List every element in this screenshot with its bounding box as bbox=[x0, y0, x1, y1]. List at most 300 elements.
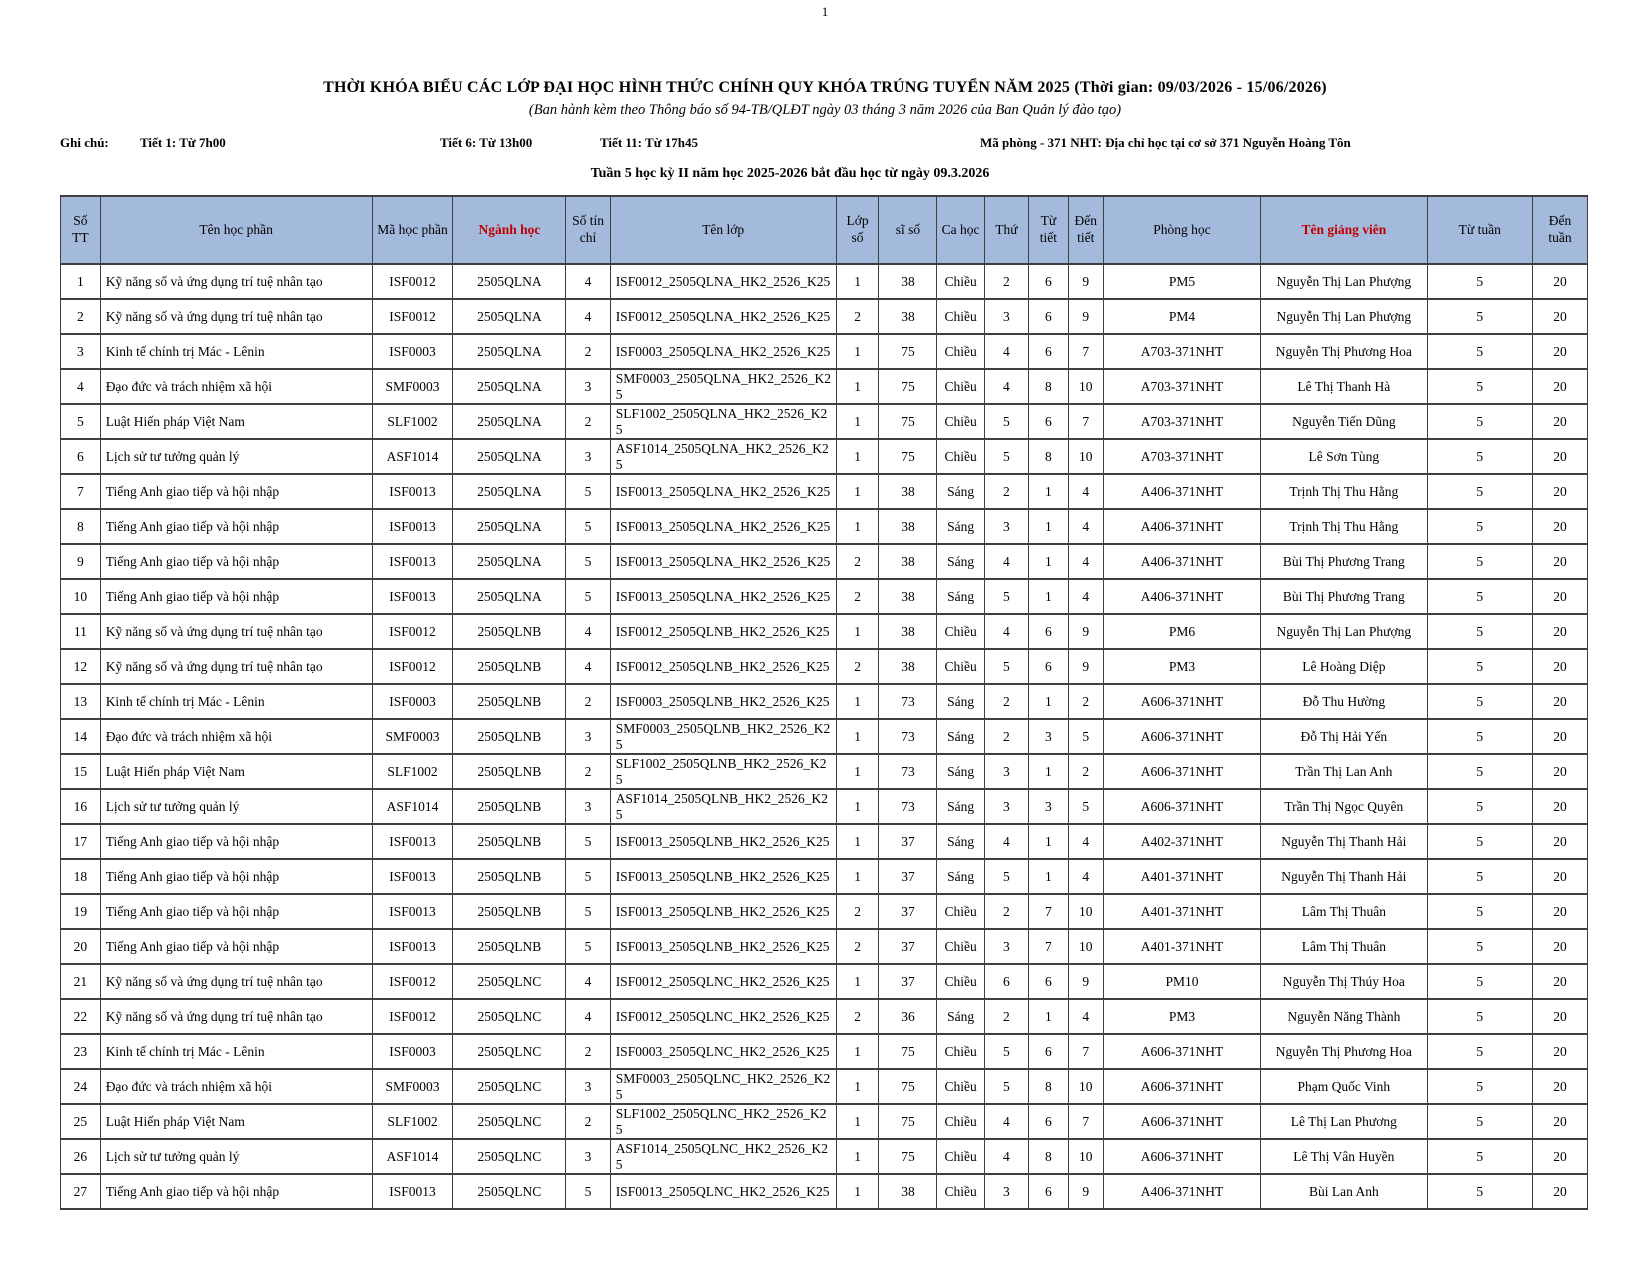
table-row bbox=[61, 929, 1588, 964]
cell-thu: 4 bbox=[984, 369, 1028, 404]
cell-den_tiet: 9 bbox=[1068, 1174, 1103, 1209]
cell-ten_lop: ISF0013_2505QLNB_HK2_2526_K25 bbox=[610, 929, 836, 964]
cell-nganh_hoc: 2505QLNA bbox=[453, 264, 566, 299]
timetable-header-row bbox=[61, 196, 1588, 264]
cell-phong_hoc: A606-371NHT bbox=[1103, 1139, 1260, 1174]
cell-thu: 4 bbox=[984, 1139, 1028, 1174]
cell-ma_hoc_phan: ISF0003 bbox=[372, 1034, 453, 1069]
cell-stt: 13 bbox=[61, 684, 101, 719]
cell-ma_hoc_phan: SMF0003 bbox=[372, 369, 453, 404]
cell-si_so: 75 bbox=[879, 1104, 937, 1139]
table-row bbox=[61, 719, 1588, 754]
cell-si_so: 37 bbox=[879, 929, 937, 964]
cell-den_tuan: 20 bbox=[1532, 999, 1587, 1034]
cell-den_tiet: 7 bbox=[1068, 334, 1103, 369]
table-row bbox=[61, 789, 1588, 824]
cell-den_tiet: 10 bbox=[1068, 439, 1103, 474]
cell-thu: 5 bbox=[984, 579, 1028, 614]
cell-den_tiet: 5 bbox=[1068, 719, 1103, 754]
cell-lop_so: 1 bbox=[836, 614, 879, 649]
cell-so_tin_chi: 4 bbox=[566, 299, 610, 334]
cell-si_so: 37 bbox=[879, 964, 937, 999]
cell-den_tuan: 20 bbox=[1532, 859, 1587, 894]
cell-thu: 3 bbox=[984, 789, 1028, 824]
cell-tu_tuan: 5 bbox=[1427, 439, 1532, 474]
cell-tu_tuan: 5 bbox=[1427, 299, 1532, 334]
table-row bbox=[61, 264, 1588, 299]
table-row bbox=[61, 544, 1588, 579]
table-row bbox=[61, 614, 1588, 649]
cell-thu: 5 bbox=[984, 404, 1028, 439]
cell-phong_hoc: A606-371NHT bbox=[1103, 754, 1260, 789]
cell-den_tuan: 20 bbox=[1532, 1174, 1587, 1209]
cell-ma_hoc_phan: SMF0003 bbox=[372, 1069, 453, 1104]
table-row bbox=[61, 334, 1588, 369]
cell-nganh_hoc: 2505QLNC bbox=[453, 1069, 566, 1104]
cell-ma_hoc_phan: ISF0013 bbox=[372, 579, 453, 614]
cell-ca_hoc: Chiều bbox=[937, 894, 984, 929]
cell-tu_tuan: 5 bbox=[1427, 964, 1532, 999]
cell-den_tuan: 20 bbox=[1532, 299, 1587, 334]
cell-lop_so: 1 bbox=[836, 404, 879, 439]
cell-stt: 15 bbox=[61, 754, 101, 789]
cell-stt: 2 bbox=[61, 299, 101, 334]
cell-phong_hoc: PM3 bbox=[1103, 649, 1260, 684]
cell-ma_hoc_phan: ISF0013 bbox=[372, 859, 453, 894]
cell-ma_hoc_phan: ISF0013 bbox=[372, 509, 453, 544]
cell-den_tiet: 2 bbox=[1068, 684, 1103, 719]
cell-ten_lop: SMF0003_2505QLNC_HK2_2526_K25 bbox=[610, 1069, 836, 1104]
cell-tu_tuan: 5 bbox=[1427, 1034, 1532, 1069]
cell-tu_tuan: 5 bbox=[1427, 754, 1532, 789]
cell-den_tuan: 20 bbox=[1532, 509, 1587, 544]
cell-ca_hoc: Sáng bbox=[937, 474, 984, 509]
cell-nganh_hoc: 2505QLNA bbox=[453, 544, 566, 579]
note-room-code: Mã phòng - 371 NHT: Địa chỉ học tại cơ sở 371 Nguyễn Hoàng Tôn bbox=[980, 135, 1351, 150]
cell-den_tiet: 10 bbox=[1068, 894, 1103, 929]
cell-so_tin_chi: 2 bbox=[566, 1104, 610, 1139]
cell-lop_so: 1 bbox=[836, 334, 879, 369]
cell-so_tin_chi: 2 bbox=[566, 334, 610, 369]
note-tiet11: Tiết 11: Từ 17h45 bbox=[600, 135, 698, 150]
cell-ten_giang_vien: Nguyễn Thị Thanh Hải bbox=[1261, 824, 1427, 859]
cell-ca_hoc: Chiều bbox=[937, 404, 984, 439]
cell-tu_tuan: 5 bbox=[1427, 509, 1532, 544]
cell-so_tin_chi: 5 bbox=[566, 579, 610, 614]
cell-stt: 25 bbox=[61, 1104, 101, 1139]
cell-lop_so: 2 bbox=[836, 649, 879, 684]
cell-tu_tiet: 6 bbox=[1029, 404, 1069, 439]
cell-ten_hoc_phan: Lịch sử tư tưởng quản lý bbox=[100, 789, 372, 824]
cell-si_so: 38 bbox=[879, 649, 937, 684]
cell-nganh_hoc: 2505QLNB bbox=[453, 684, 566, 719]
cell-tu_tiet: 1 bbox=[1029, 579, 1069, 614]
cell-tu_tuan: 5 bbox=[1427, 334, 1532, 369]
cell-si_so: 38 bbox=[879, 544, 937, 579]
cell-thu: 4 bbox=[984, 334, 1028, 369]
cell-si_so: 75 bbox=[879, 369, 937, 404]
cell-ten_giang_vien: Nguyễn Tiến Dũng bbox=[1261, 404, 1427, 439]
cell-ten_giang_vien: Trần Thị Lan Anh bbox=[1261, 754, 1427, 789]
cell-den_tuan: 20 bbox=[1532, 474, 1587, 509]
cell-stt: 18 bbox=[61, 859, 101, 894]
cell-ten_giang_vien: Trịnh Thị Thu Hằng bbox=[1261, 509, 1427, 544]
cell-tu_tuan: 5 bbox=[1427, 999, 1532, 1034]
cell-tu_tiet: 8 bbox=[1029, 1069, 1069, 1104]
cell-nganh_hoc: 2505QLNB bbox=[453, 894, 566, 929]
cell-den_tuan: 20 bbox=[1532, 1104, 1587, 1139]
table-row bbox=[61, 859, 1588, 894]
cell-lop_so: 1 bbox=[836, 264, 879, 299]
cell-ma_hoc_phan: SMF0003 bbox=[372, 719, 453, 754]
cell-lop_so: 1 bbox=[836, 509, 879, 544]
cell-ca_hoc: Sáng bbox=[937, 999, 984, 1034]
cell-ten_giang_vien: Nguyễn Thị Phương Hoa bbox=[1261, 1034, 1427, 1069]
cell-si_so: 36 bbox=[879, 999, 937, 1034]
cell-si_so: 38 bbox=[879, 579, 937, 614]
cell-den_tiet: 10 bbox=[1068, 1069, 1103, 1104]
cell-phong_hoc: PM10 bbox=[1103, 964, 1260, 999]
cell-ma_hoc_phan: SLF1002 bbox=[372, 754, 453, 789]
cell-thu: 2 bbox=[984, 894, 1028, 929]
cell-ma_hoc_phan: ISF0012 bbox=[372, 299, 453, 334]
cell-ten_lop: ASF1014_2505QLNB_HK2_2526_K25 bbox=[610, 789, 836, 824]
cell-den_tiet: 7 bbox=[1068, 1034, 1103, 1069]
cell-den_tiet: 4 bbox=[1068, 544, 1103, 579]
cell-tu_tuan: 5 bbox=[1427, 929, 1532, 964]
header-cell-nganh_hoc: Ngành học bbox=[453, 196, 566, 264]
cell-thu: 4 bbox=[984, 824, 1028, 859]
cell-ten_giang_vien: Lâm Thị Thuân bbox=[1261, 929, 1427, 964]
cell-ten_lop: ISF0013_2505QLNB_HK2_2526_K25 bbox=[610, 824, 836, 859]
cell-ca_hoc: Chiều bbox=[937, 1174, 984, 1209]
cell-ten_lop: ISF0013_2505QLNA_HK2_2526_K25 bbox=[610, 579, 836, 614]
cell-ma_hoc_phan: ISF0012 bbox=[372, 614, 453, 649]
cell-tu_tiet: 1 bbox=[1029, 859, 1069, 894]
cell-ma_hoc_phan: ISF0013 bbox=[372, 929, 453, 964]
cell-si_so: 37 bbox=[879, 824, 937, 859]
cell-den_tuan: 20 bbox=[1532, 264, 1587, 299]
cell-ten_hoc_phan: Kinh tế chính trị Mác - Lênin bbox=[100, 1034, 372, 1069]
cell-ma_hoc_phan: ASF1014 bbox=[372, 439, 453, 474]
cell-ca_hoc: Chiều bbox=[937, 369, 984, 404]
cell-ten_hoc_phan: Kỹ năng số và ứng dụng trí tuệ nhân tạo bbox=[100, 299, 372, 334]
cell-den_tiet: 9 bbox=[1068, 299, 1103, 334]
cell-ca_hoc: Chiều bbox=[937, 1034, 984, 1069]
cell-phong_hoc: A406-371NHT bbox=[1103, 544, 1260, 579]
cell-ten_lop: ISF0013_2505QLNA_HK2_2526_K25 bbox=[610, 474, 836, 509]
table-row bbox=[61, 754, 1588, 789]
table-row bbox=[61, 999, 1588, 1034]
cell-ten_hoc_phan: Tiếng Anh giao tiếp và hội nhập bbox=[100, 859, 372, 894]
cell-phong_hoc: PM4 bbox=[1103, 299, 1260, 334]
cell-si_so: 75 bbox=[879, 404, 937, 439]
cell-ca_hoc: Sáng bbox=[937, 509, 984, 544]
cell-si_so: 75 bbox=[879, 1034, 937, 1069]
cell-so_tin_chi: 2 bbox=[566, 754, 610, 789]
table-row bbox=[61, 439, 1588, 474]
cell-nganh_hoc: 2505QLNC bbox=[453, 1034, 566, 1069]
cell-ten_hoc_phan: Lịch sử tư tưởng quản lý bbox=[100, 1139, 372, 1174]
cell-ma_hoc_phan: ISF0012 bbox=[372, 964, 453, 999]
cell-den_tiet: 4 bbox=[1068, 859, 1103, 894]
timetable bbox=[60, 195, 1588, 1210]
cell-thu: 3 bbox=[984, 929, 1028, 964]
cell-thu: 5 bbox=[984, 439, 1028, 474]
cell-ten_lop: ISF0013_2505QLNC_HK2_2526_K25 bbox=[610, 1174, 836, 1209]
notes-row bbox=[0, 135, 1650, 153]
cell-ten_hoc_phan: Luật Hiến pháp Việt Nam bbox=[100, 404, 372, 439]
cell-si_so: 38 bbox=[879, 509, 937, 544]
table-row bbox=[61, 1104, 1588, 1139]
cell-ma_hoc_phan: ISF0012 bbox=[372, 649, 453, 684]
cell-ten_giang_vien: Lê Thị Lan Phương bbox=[1261, 1104, 1427, 1139]
header-cell-so_tin_chi: Số tín chỉ bbox=[566, 196, 610, 264]
cell-thu: 3 bbox=[984, 1174, 1028, 1209]
cell-so_tin_chi: 4 bbox=[566, 264, 610, 299]
cell-den_tiet: 4 bbox=[1068, 509, 1103, 544]
cell-nganh_hoc: 2505QLNA bbox=[453, 509, 566, 544]
cell-thu: 5 bbox=[984, 1069, 1028, 1104]
cell-ca_hoc: Chiều bbox=[937, 614, 984, 649]
cell-den_tiet: 4 bbox=[1068, 474, 1103, 509]
cell-nganh_hoc: 2505QLNA bbox=[453, 474, 566, 509]
cell-ten_lop: ISF0003_2505QLNC_HK2_2526_K25 bbox=[610, 1034, 836, 1069]
cell-tu_tuan: 5 bbox=[1427, 649, 1532, 684]
timetable-body bbox=[61, 264, 1588, 1209]
cell-tu_tiet: 1 bbox=[1029, 824, 1069, 859]
cell-lop_so: 2 bbox=[836, 929, 879, 964]
cell-ma_hoc_phan: ISF0003 bbox=[372, 334, 453, 369]
cell-nganh_hoc: 2505QLNB bbox=[453, 859, 566, 894]
cell-ca_hoc: Sáng bbox=[937, 684, 984, 719]
cell-ten_lop: SMF0003_2505QLNB_HK2_2526_K25 bbox=[610, 719, 836, 754]
cell-phong_hoc: A402-371NHT bbox=[1103, 824, 1260, 859]
cell-ca_hoc: Chiều bbox=[937, 964, 984, 999]
cell-phong_hoc: A401-371NHT bbox=[1103, 859, 1260, 894]
cell-tu_tiet: 1 bbox=[1029, 509, 1069, 544]
cell-den_tiet: 4 bbox=[1068, 824, 1103, 859]
cell-ca_hoc: Sáng bbox=[937, 859, 984, 894]
cell-tu_tiet: 8 bbox=[1029, 369, 1069, 404]
cell-lop_so: 1 bbox=[836, 369, 879, 404]
cell-si_so: 37 bbox=[879, 894, 937, 929]
cell-ma_hoc_phan: SLF1002 bbox=[372, 1104, 453, 1139]
table-row bbox=[61, 1034, 1588, 1069]
cell-ten_giang_vien: Lê Hoàng Diệp bbox=[1261, 649, 1427, 684]
cell-thu: 3 bbox=[984, 754, 1028, 789]
cell-ca_hoc: Sáng bbox=[937, 824, 984, 859]
cell-den_tuan: 20 bbox=[1532, 369, 1587, 404]
table-row bbox=[61, 579, 1588, 614]
cell-lop_so: 2 bbox=[836, 544, 879, 579]
cell-den_tuan: 20 bbox=[1532, 614, 1587, 649]
cell-ca_hoc: Chiều bbox=[937, 649, 984, 684]
cell-stt: 3 bbox=[61, 334, 101, 369]
cell-stt: 21 bbox=[61, 964, 101, 999]
cell-stt: 6 bbox=[61, 439, 101, 474]
cell-ca_hoc: Chiều bbox=[937, 299, 984, 334]
cell-ten_hoc_phan: Tiếng Anh giao tiếp và hội nhập bbox=[100, 474, 372, 509]
cell-phong_hoc: A606-371NHT bbox=[1103, 1104, 1260, 1139]
cell-den_tuan: 20 bbox=[1532, 404, 1587, 439]
cell-nganh_hoc: 2505QLNA bbox=[453, 439, 566, 474]
cell-tu_tuan: 5 bbox=[1427, 474, 1532, 509]
cell-ten_hoc_phan: Đạo đức và trách nhiệm xã hội bbox=[100, 1069, 372, 1104]
cell-lop_so: 1 bbox=[836, 754, 879, 789]
cell-den_tuan: 20 bbox=[1532, 649, 1587, 684]
cell-den_tuan: 20 bbox=[1532, 719, 1587, 754]
cell-ten_giang_vien: Nguyễn Thị Lan Phượng bbox=[1261, 264, 1427, 299]
cell-den_tuan: 20 bbox=[1532, 964, 1587, 999]
cell-ten_hoc_phan: Luật Hiến pháp Việt Nam bbox=[100, 754, 372, 789]
cell-lop_so: 2 bbox=[836, 999, 879, 1034]
cell-phong_hoc: PM3 bbox=[1103, 999, 1260, 1034]
cell-phong_hoc: A606-371NHT bbox=[1103, 789, 1260, 824]
header-cell-ma_hoc_phan: Mã học phần bbox=[372, 196, 453, 264]
cell-den_tiet: 4 bbox=[1068, 579, 1103, 614]
cell-tu_tuan: 5 bbox=[1427, 404, 1532, 439]
cell-tu_tuan: 5 bbox=[1427, 614, 1532, 649]
cell-stt: 26 bbox=[61, 1139, 101, 1174]
cell-so_tin_chi: 2 bbox=[566, 684, 610, 719]
table-row bbox=[61, 894, 1588, 929]
cell-stt: 12 bbox=[61, 649, 101, 684]
cell-ca_hoc: Chiều bbox=[937, 929, 984, 964]
cell-ten_lop: SLF1002_2505QLNB_HK2_2526_K25 bbox=[610, 754, 836, 789]
header-cell-den_tiet: Đến tiết bbox=[1068, 196, 1103, 264]
cell-so_tin_chi: 4 bbox=[566, 649, 610, 684]
cell-so_tin_chi: 5 bbox=[566, 474, 610, 509]
cell-phong_hoc: A401-371NHT bbox=[1103, 929, 1260, 964]
cell-nganh_hoc: 2505QLNB bbox=[453, 614, 566, 649]
cell-ca_hoc: Sáng bbox=[937, 754, 984, 789]
cell-thu: 2 bbox=[984, 999, 1028, 1034]
cell-si_so: 75 bbox=[879, 334, 937, 369]
cell-ma_hoc_phan: ISF0013 bbox=[372, 824, 453, 859]
cell-nganh_hoc: 2505QLNA bbox=[453, 299, 566, 334]
cell-phong_hoc: A406-371NHT bbox=[1103, 579, 1260, 614]
cell-phong_hoc: A703-371NHT bbox=[1103, 439, 1260, 474]
cell-stt: 16 bbox=[61, 789, 101, 824]
cell-lop_so: 1 bbox=[836, 859, 879, 894]
cell-so_tin_chi: 5 bbox=[566, 509, 610, 544]
cell-so_tin_chi: 3 bbox=[566, 439, 610, 474]
cell-den_tiet: 7 bbox=[1068, 1104, 1103, 1139]
cell-tu_tuan: 5 bbox=[1427, 1069, 1532, 1104]
cell-phong_hoc: A406-371NHT bbox=[1103, 1174, 1260, 1209]
cell-lop_so: 1 bbox=[836, 684, 879, 719]
table-row bbox=[61, 1174, 1588, 1209]
cell-ca_hoc: Chiều bbox=[937, 1104, 984, 1139]
cell-den_tuan: 20 bbox=[1532, 544, 1587, 579]
cell-ca_hoc: Sáng bbox=[937, 789, 984, 824]
cell-stt: 8 bbox=[61, 509, 101, 544]
cell-ma_hoc_phan: ASF1014 bbox=[372, 789, 453, 824]
cell-so_tin_chi: 5 bbox=[566, 824, 610, 859]
cell-tu_tiet: 1 bbox=[1029, 684, 1069, 719]
cell-nganh_hoc: 2505QLNB bbox=[453, 929, 566, 964]
cell-phong_hoc: A606-371NHT bbox=[1103, 1069, 1260, 1104]
cell-tu_tiet: 8 bbox=[1029, 439, 1069, 474]
cell-den_tuan: 20 bbox=[1532, 684, 1587, 719]
cell-thu: 2 bbox=[984, 719, 1028, 754]
cell-ten_giang_vien: Nguyễn Thị Thanh Hải bbox=[1261, 859, 1427, 894]
cell-nganh_hoc: 2505QLNC bbox=[453, 964, 566, 999]
cell-ma_hoc_phan: ISF0012 bbox=[372, 264, 453, 299]
cell-tu_tiet: 6 bbox=[1029, 614, 1069, 649]
cell-ten_giang_vien: Phạm Quốc Vinh bbox=[1261, 1069, 1427, 1104]
cell-ca_hoc: Chiều bbox=[937, 1069, 984, 1104]
cell-tu_tuan: 5 bbox=[1427, 1104, 1532, 1139]
cell-stt: 10 bbox=[61, 579, 101, 614]
cell-thu: 5 bbox=[984, 1034, 1028, 1069]
table-row bbox=[61, 824, 1588, 859]
cell-stt: 24 bbox=[61, 1069, 101, 1104]
cell-tu_tiet: 8 bbox=[1029, 1139, 1069, 1174]
cell-tu_tiet: 3 bbox=[1029, 789, 1069, 824]
cell-stt: 5 bbox=[61, 404, 101, 439]
cell-thu: 3 bbox=[984, 509, 1028, 544]
cell-ten_hoc_phan: Kinh tế chính trị Mác - Lênin bbox=[100, 334, 372, 369]
cell-tu_tuan: 5 bbox=[1427, 859, 1532, 894]
cell-stt: 1 bbox=[61, 264, 101, 299]
cell-ten_lop: ISF0003_2505QLNB_HK2_2526_K25 bbox=[610, 684, 836, 719]
cell-so_tin_chi: 4 bbox=[566, 614, 610, 649]
cell-phong_hoc: PM6 bbox=[1103, 614, 1260, 649]
cell-ten_hoc_phan: Tiếng Anh giao tiếp và hội nhập bbox=[100, 824, 372, 859]
header-cell-si_so: sĩ số bbox=[879, 196, 937, 264]
cell-stt: 4 bbox=[61, 369, 101, 404]
cell-den_tiet: 10 bbox=[1068, 1139, 1103, 1174]
header-cell-tu_tiet: Từ tiết bbox=[1029, 196, 1069, 264]
cell-den_tiet: 4 bbox=[1068, 999, 1103, 1034]
cell-ca_hoc: Sáng bbox=[937, 719, 984, 754]
cell-tu_tiet: 3 bbox=[1029, 719, 1069, 754]
cell-ten_giang_vien: Bùi Lan Anh bbox=[1261, 1174, 1427, 1209]
cell-den_tuan: 20 bbox=[1532, 894, 1587, 929]
cell-phong_hoc: A406-371NHT bbox=[1103, 509, 1260, 544]
cell-ma_hoc_phan: ISF0013 bbox=[372, 474, 453, 509]
cell-tu_tiet: 7 bbox=[1029, 894, 1069, 929]
week-note: Tuần 5 học kỳ II năm học 2025-2026 bắt đầu học từ ngày 09.3.2026 bbox=[590, 166, 990, 181]
header-cell-phong_hoc: Phòng học bbox=[1103, 196, 1260, 264]
cell-tu_tuan: 5 bbox=[1427, 824, 1532, 859]
cell-nganh_hoc: 2505QLNB bbox=[453, 649, 566, 684]
cell-ten_lop: ASF1014_2505QLNA_HK2_2526_K25 bbox=[610, 439, 836, 474]
cell-ten_giang_vien: Trần Thị Ngọc Quyên bbox=[1261, 789, 1427, 824]
cell-so_tin_chi: 3 bbox=[566, 1139, 610, 1174]
cell-ma_hoc_phan: SLF1002 bbox=[372, 404, 453, 439]
table-row bbox=[61, 474, 1588, 509]
cell-thu: 4 bbox=[984, 1104, 1028, 1139]
cell-lop_so: 1 bbox=[836, 1174, 879, 1209]
cell-ca_hoc: Chiều bbox=[937, 334, 984, 369]
cell-nganh_hoc: 2505QLNB bbox=[453, 754, 566, 789]
cell-ten_lop: SMF0003_2505QLNA_HK2_2526_K25 bbox=[610, 369, 836, 404]
cell-nganh_hoc: 2505QLNC bbox=[453, 1104, 566, 1139]
cell-phong_hoc: A606-371NHT bbox=[1103, 684, 1260, 719]
cell-so_tin_chi: 5 bbox=[566, 544, 610, 579]
header-cell-stt: Số TT bbox=[61, 196, 101, 264]
cell-si_so: 38 bbox=[879, 474, 937, 509]
cell-ten_lop: SLF1002_2505QLNC_HK2_2526_K25 bbox=[610, 1104, 836, 1139]
cell-den_tuan: 20 bbox=[1532, 334, 1587, 369]
cell-si_so: 75 bbox=[879, 1069, 937, 1104]
cell-thu: 5 bbox=[984, 649, 1028, 684]
page-title: THỜI KHÓA BIỂU CÁC LỚP ĐẠI HỌC HÌNH THỨC CHÍNH QUY KHÓA TRÚNG TUYỂN NĂM 2025 (Thời gian: 09/03/2026 - 15/06/2026) bbox=[323, 79, 1327, 96]
cell-lop_so: 1 bbox=[836, 824, 879, 859]
